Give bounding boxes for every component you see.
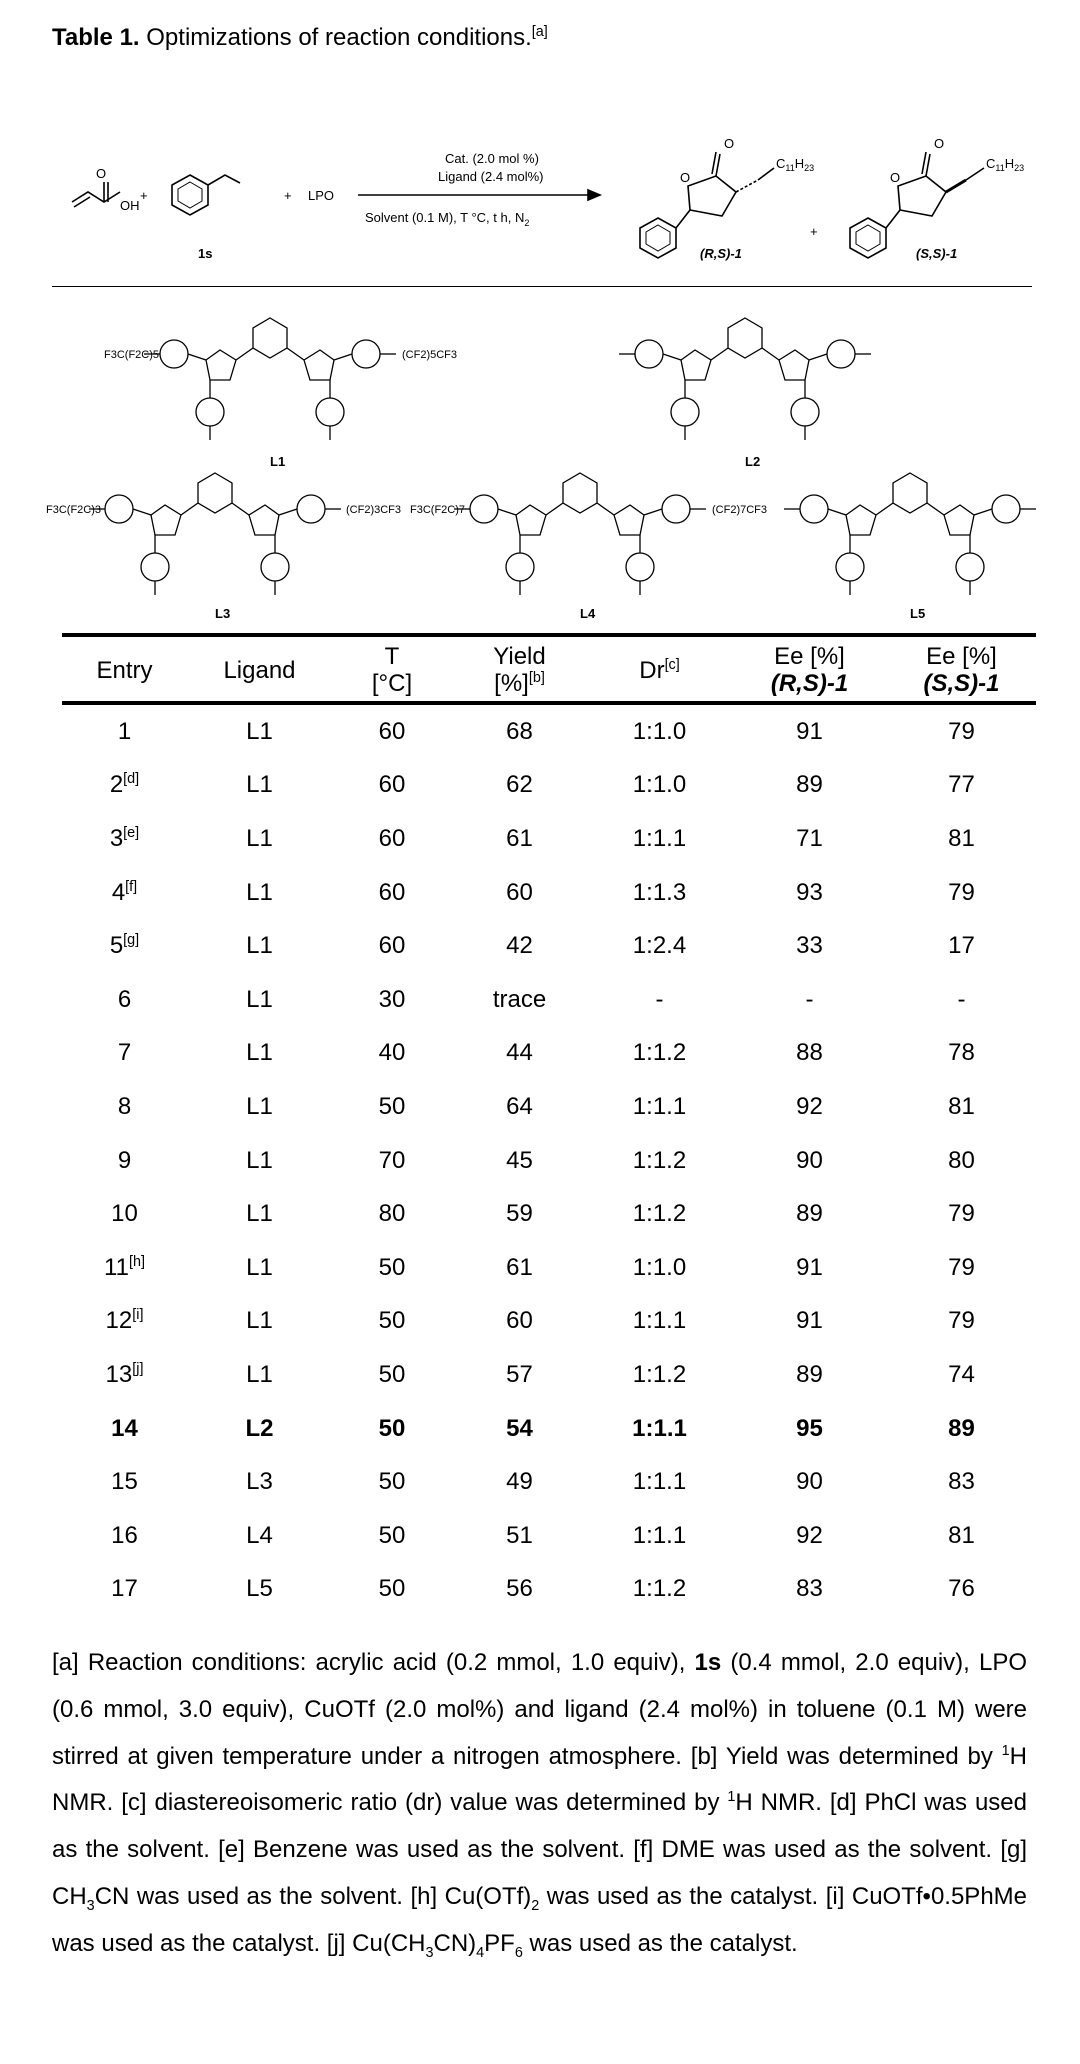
cell-yield: 59 — [506, 1200, 533, 1228]
cell-yield: trace — [492, 985, 547, 1013]
cell-ee-rs: 71 — [796, 824, 823, 852]
cell-ligand: L1 — [246, 824, 273, 852]
cell-ee-ss: 17 — [948, 932, 975, 960]
cell-ee-ss: 81 — [948, 1521, 975, 1549]
header-temperature: T [°C] — [371, 643, 413, 697]
cell-ee-ss: 81 — [948, 824, 975, 852]
cell-yield: 49 — [506, 1468, 533, 1496]
cell-temperature: 40 — [378, 1039, 406, 1067]
cell-yield: 64 — [506, 1092, 533, 1120]
header-ee-ss: Ee [%] (S,S)-1 — [923, 643, 1000, 697]
cell-ligand: L1 — [246, 1146, 273, 1174]
cell-dr: 1:1.2 — [632, 1200, 687, 1228]
table-row — [62, 1134, 1036, 1188]
cell-ligand: L1 — [246, 1039, 273, 1067]
cell-ee-ss: 81 — [948, 1092, 975, 1120]
cell-temperature: 50 — [378, 1307, 406, 1335]
table-row — [62, 1509, 1036, 1563]
cell-ee-rs: 89 — [796, 1360, 823, 1388]
table-row — [62, 1080, 1036, 1134]
header-yield: Yield [%][b] — [493, 643, 546, 697]
header-dr: Dr[c] — [639, 656, 680, 684]
entry-footnote-marker: [g] — [123, 932, 140, 949]
cell-ee-ss: 76 — [948, 1574, 975, 1602]
product1-label: (R,S)-1 — [700, 246, 742, 261]
cell-ligand: L1 — [246, 1200, 273, 1228]
cell-entry: 5[g] — [109, 932, 140, 960]
cell-yield: 45 — [506, 1146, 533, 1174]
cell-entry: 1 — [117, 717, 132, 745]
entry-footnote-marker: [e] — [123, 824, 140, 841]
lpo-label: LPO — [308, 188, 335, 203]
cell-yield: 60 — [506, 878, 533, 906]
ligand-l3-label: L3 — [215, 606, 231, 621]
cell-temperature: 80 — [378, 1200, 406, 1228]
product1-carbonyl-o: O — [724, 136, 735, 151]
cell-dr: 1:1.0 — [632, 717, 687, 745]
cell-yield: 62 — [506, 771, 533, 799]
cell-yield: 60 — [506, 1307, 533, 1335]
table-row — [62, 1187, 1036, 1241]
cell-yield: 44 — [506, 1039, 533, 1067]
cell-ee-rs: 90 — [796, 1146, 823, 1174]
cell-entry: 13[j] — [105, 1360, 144, 1388]
product2-carbonyl-o: O — [934, 136, 945, 151]
cell-entry: 9 — [117, 1146, 132, 1174]
scheme-divider — [52, 286, 1032, 287]
table-row — [62, 1402, 1036, 1456]
cell-yield: 51 — [506, 1521, 533, 1549]
cell-ee-rs: 95 — [796, 1414, 823, 1442]
plus-sign-2: + — [284, 188, 292, 203]
cell-entry: 14 — [111, 1414, 138, 1442]
cell-ee-rs: 90 — [796, 1468, 823, 1496]
cell-ee-ss: - — [957, 985, 966, 1013]
cell-ligand: L1 — [246, 1092, 273, 1120]
cell-ee-rs: 89 — [796, 1200, 823, 1228]
cell-dr: 1:1.0 — [632, 1253, 687, 1281]
cell-ee-ss: 79 — [948, 1307, 975, 1335]
cell-ee-rs: 83 — [796, 1574, 823, 1602]
cell-temperature: 70 — [378, 1146, 406, 1174]
table-header-row — [62, 635, 1036, 703]
cell-temperature: 50 — [378, 1574, 406, 1602]
cell-temperature: 50 — [378, 1414, 406, 1442]
cell-dr: 1:1.1 — [632, 1092, 687, 1120]
table-row — [62, 703, 1036, 759]
table-row — [62, 1027, 1036, 1081]
cell-ligand: L1 — [246, 932, 273, 960]
optimization-table — [62, 633, 1036, 1615]
cell-entry: 6 — [117, 985, 132, 1013]
cell-temperature: 50 — [378, 1253, 406, 1281]
cell-dr: 1:1.1 — [632, 1521, 687, 1549]
ligand-l3-aryl-right: (CF2)3CF3 — [346, 504, 402, 516]
cell-temperature: 30 — [378, 985, 406, 1013]
product2-ring-o: O — [890, 170, 901, 185]
cell-ee-rs: 93 — [796, 878, 823, 906]
cell-ee-rs: 91 — [796, 1307, 823, 1335]
cell-ee-ss: 78 — [948, 1039, 975, 1067]
ligand-l1-label: L1 — [270, 454, 286, 469]
cell-yield: 54 — [506, 1414, 533, 1442]
conditions-solvent: Solvent (0.1 M), T °C, t h, $N_2$ — [365, 210, 530, 228]
ligand-l5-label: L5 — [910, 606, 926, 621]
cell-ee-ss: 89 — [948, 1414, 975, 1442]
plus-sign-3: + — [810, 224, 818, 239]
table-row — [62, 1241, 1036, 1295]
cell-ligand: L1 — [246, 717, 273, 745]
table-row — [62, 812, 1036, 866]
cell-yield: 61 — [506, 824, 533, 852]
ligand-l3-aryl-left: F3C(F2C)3 — [46, 504, 102, 516]
cell-yield: 68 — [506, 717, 533, 745]
cell-ee-rs: 91 — [796, 1253, 823, 1281]
cell-ee-rs: 88 — [796, 1039, 823, 1067]
cell-dr: 1:2.4 — [632, 932, 687, 960]
cell-temperature: 60 — [378, 878, 406, 906]
cell-dr: 1:1.3 — [632, 878, 687, 906]
cell-temperature: 60 — [378, 771, 406, 799]
cell-ee-rs: 91 — [796, 717, 823, 745]
cell-ligand: L2 — [245, 1414, 274, 1442]
header-ligand: Ligand — [223, 656, 296, 684]
table-row — [62, 1563, 1036, 1615]
product1-chain: $C_{11}H_{23}$ — [776, 156, 815, 173]
cell-ligand: L1 — [246, 1360, 273, 1388]
cell-entry: 10 — [111, 1200, 138, 1228]
table-title — [52, 24, 548, 52]
cell-entry: 11[h] — [104, 1253, 145, 1281]
plus-sign-1: + — [140, 188, 148, 203]
header-entry: Entry — [96, 656, 153, 684]
product2-chain: $C_{11}H_{23}$ — [986, 156, 1025, 173]
cell-ligand: L1 — [246, 1253, 273, 1281]
cell-yield: 56 — [506, 1574, 533, 1602]
cell-entry: 2[d] — [109, 771, 140, 799]
cell-entry: 12[i] — [105, 1307, 144, 1335]
cell-dr: 1:1.1 — [632, 1414, 687, 1442]
cell-entry: 4[f] — [111, 878, 138, 906]
cell-ee-ss: 74 — [948, 1360, 975, 1388]
entry-footnote-marker: [h] — [128, 1253, 145, 1270]
cell-ee-rs: 89 — [796, 771, 823, 799]
table-row — [62, 973, 1036, 1027]
cell-dr: 1:1.1 — [632, 1468, 687, 1496]
product2-label: (S,S)-1 — [916, 246, 958, 261]
conditions-catalyst: Cat. (2.0 mol %) — [445, 151, 539, 166]
cell-temperature: 50 — [378, 1360, 406, 1388]
cell-entry: 16 — [111, 1521, 138, 1549]
ligand-l4-label: L4 — [580, 606, 596, 621]
ligand-l1-aryl-left: F3C(F2C)5 — [104, 349, 160, 361]
table-title-text: Optimizations of reaction conditions. — [146, 24, 532, 51]
entry-footnote-marker: [j] — [132, 1360, 144, 1377]
cell-dr: 1:1.2 — [632, 1039, 687, 1067]
table-row — [62, 1295, 1036, 1349]
ligand-l2-label: L2 — [745, 454, 761, 469]
cell-ligand: L1 — [246, 1307, 273, 1335]
entry-footnote-marker: [i] — [132, 1307, 144, 1324]
cell-dr: - — [655, 985, 664, 1013]
cell-ee-ss: 77 — [948, 771, 975, 799]
cell-ligand: L5 — [246, 1574, 273, 1602]
cell-dr: 1:1.2 — [632, 1146, 687, 1174]
table-footnotes: [a] Reaction conditions: acrylic acid (0.2 mmol, 1.0 equiv), 1s (0.4 mmol, 2.0 equiv), LPO (0.6 mmol, 3.0 equiv), CuOTf (2.0 mol%) and ligand (2.4 mol%) in toluene (0.1 M) were stirred at given temperature under a nitrogen atmosphere. [b] Yield was determined by $^1$H NMR. [c] diastereoisomeric ratio (dr) value was determined by $^1$H NMR. [d] PhCl was used as the solvent. [e] Benzene was used as the solvent. [f] DME was used as the solvent. [g] $CH_3CN$ was used as the solvent. [h] $Cu(OTf)_2$ was used as the catalyst. [i] CuOTf•0.5PhMe was used as the catalyst. [j] $Cu(CH_3CN)_4PF_6$ was used as the catalyst. — [52, 1649, 1028, 1961]
table-row — [62, 1455, 1036, 1509]
cell-ee-ss: 79 — [948, 878, 975, 906]
table-title-label: Table 1. — [52, 24, 140, 51]
acid-oh-label: OH — [120, 198, 140, 213]
cell-temperature: 50 — [378, 1521, 406, 1549]
entry-footnote-marker: [d] — [123, 771, 140, 788]
cell-dr: 1:1.1 — [632, 824, 687, 852]
table-row — [62, 866, 1036, 920]
table-row — [62, 1348, 1036, 1402]
cell-temperature: 60 — [378, 824, 406, 852]
cell-entry: 7 — [117, 1039, 132, 1067]
entry-footnote-marker: [f] — [125, 878, 138, 895]
ligand-structures — [40, 300, 1040, 630]
cell-ee-rs: 33 — [796, 932, 823, 960]
cell-ee-rs: 92 — [796, 1521, 823, 1549]
cell-temperature: 60 — [378, 717, 406, 745]
cell-entry: 3[e] — [109, 824, 140, 852]
cell-temperature: 60 — [378, 932, 406, 960]
cell-ligand: L4 — [246, 1521, 273, 1549]
cell-ee-ss: 79 — [948, 717, 975, 745]
cell-entry: 17 — [111, 1574, 138, 1602]
reaction-scheme — [40, 110, 1040, 290]
ligand-l4-aryl-left: F3C(F2C)7 — [410, 504, 466, 516]
cell-ligand: L3 — [246, 1468, 273, 1496]
cell-entry: 15 — [111, 1468, 138, 1496]
cell-temperature: 50 — [378, 1092, 406, 1120]
cell-ee-ss: 79 — [948, 1200, 975, 1228]
cell-yield: 57 — [506, 1360, 533, 1388]
cell-ligand: L1 — [246, 878, 273, 906]
conditions-ligand: Ligand (2.4 mol%) — [438, 169, 544, 184]
cell-dr: 1:1.0 — [632, 771, 687, 799]
ligand-l4-aryl-right: (CF2)7CF3 — [712, 504, 768, 516]
cell-temperature: 50 — [378, 1468, 406, 1496]
cell-entry: 8 — [117, 1092, 132, 1120]
header-ee-rs: Ee [%] (R,S)-1 — [770, 643, 849, 697]
cell-ligand: L1 — [246, 985, 273, 1013]
cell-ee-ss: 79 — [948, 1253, 975, 1281]
cell-dr: 1:1.2 — [632, 1360, 687, 1388]
cell-ee-rs: 92 — [796, 1092, 823, 1120]
table-row — [62, 919, 1036, 973]
cell-ee-rs: - — [805, 985, 814, 1013]
cell-ee-ss: 80 — [948, 1146, 975, 1174]
cell-yield: 42 — [506, 932, 533, 960]
styrene-label: 1s — [198, 246, 213, 261]
table-row — [62, 759, 1036, 813]
product1-ring-o: O — [680, 170, 691, 185]
acid-carbonyl-o: O — [96, 166, 107, 181]
cell-dr: 1:1.1 — [632, 1307, 687, 1335]
cell-yield: 61 — [506, 1253, 533, 1281]
table-title-note: [a] — [531, 24, 548, 40]
ligand-l1-aryl-right: (CF2)5CF3 — [402, 349, 458, 361]
cell-dr: 1:1.2 — [632, 1574, 687, 1602]
cell-ee-ss: 83 — [948, 1468, 975, 1496]
cell-ligand: L1 — [246, 771, 273, 799]
